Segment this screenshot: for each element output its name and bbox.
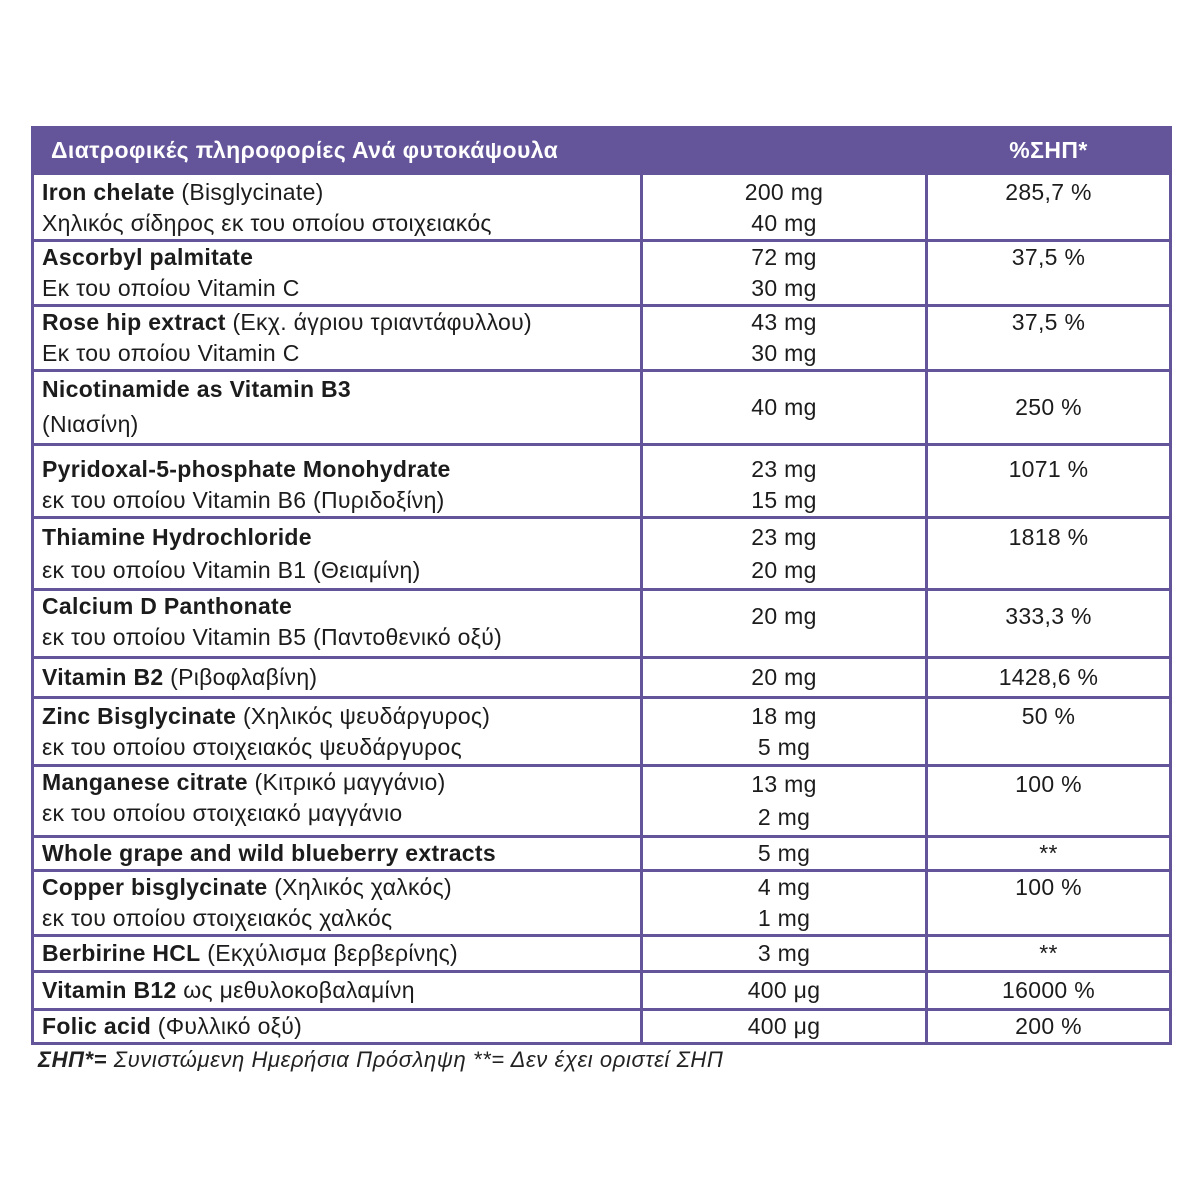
amount-cell: [642, 658, 927, 698]
ingredient-cell: [33, 658, 642, 698]
ingredient-name: Thiamine Hydrochloride: [42, 524, 312, 550]
ingredient-name: Ascorbyl palmitate: [42, 244, 254, 270]
table-row: [33, 1010, 1171, 1044]
ingredient-name: Vitamin B12: [42, 977, 177, 1003]
daily-value: 285,7 %: [1005, 179, 1092, 205]
daily-value-cell: [927, 445, 1171, 518]
daily-value: 1071 %: [1008, 456, 1089, 482]
daily-value: 200 %: [1015, 1013, 1082, 1039]
ingredient-name: Iron chelate: [42, 179, 175, 205]
daily-value: 50 %: [1021, 703, 1076, 729]
ingredient-name: Berbirine HCL: [42, 940, 201, 966]
amount-subvalue: 5 mg: [757, 734, 811, 760]
header-nutrition-info: Διατροφικές πληροφορίες Ανά φυτοκάψουλα: [33, 128, 927, 174]
ingredient-name: Folic acid: [42, 1013, 152, 1039]
ingredient-subline: εκ του οποίου στοιχειακός ψευδάργυρος: [42, 734, 462, 760]
daily-value: 37,5 %: [1011, 244, 1086, 270]
ingredient-cell: [33, 972, 642, 1010]
ingredient-name: Calcium D Panthonate: [42, 593, 293, 619]
ingredient-cell: [33, 371, 642, 445]
ingredient-note: ως μεθυλοκοβαλαμίνη: [176, 977, 415, 1003]
ingredient-name: Manganese citrate: [42, 769, 248, 795]
amount-value: 13 mg: [751, 771, 817, 797]
ingredient-subline: εκ του οποίου Vitamin B1 (Θειαμίνη): [42, 557, 421, 583]
ingredient-subline: εκ του οποίου στοιχειακός χαλκός: [42, 905, 393, 931]
amount-cell: [642, 518, 927, 590]
amount-value: 40 mg: [751, 394, 817, 420]
amount-cell: [642, 306, 927, 371]
footnote: [38, 1047, 723, 1073]
nutrition-table-container: [31, 126, 1169, 1045]
table-row: [33, 306, 1171, 371]
table-row: [33, 590, 1171, 658]
amount-subvalue: 20 mg: [751, 557, 817, 583]
table-row: [33, 174, 1171, 241]
daily-value: 1428,6 %: [998, 664, 1099, 690]
ingredient-name: Whole grape and wild blueberry extracts: [42, 840, 496, 866]
amount-value: 20 mg: [751, 664, 817, 690]
amount-value: 4 mg: [757, 874, 811, 900]
amount-value: 400 μg: [747, 1013, 821, 1039]
amount-cell: [642, 174, 927, 241]
daily-value-cell: [927, 871, 1171, 936]
ingredient-cell: [33, 518, 642, 590]
table-row: [33, 371, 1171, 445]
table-row: [33, 445, 1171, 518]
ingredient-cell: [33, 241, 642, 306]
ingredient-name: Copper bisglycinate: [42, 874, 268, 900]
daily-value-cell: [927, 1010, 1171, 1044]
amount-subvalue: 30 mg: [751, 340, 817, 366]
daily-value: 250 %: [1015, 394, 1082, 420]
amount-cell: [642, 871, 927, 936]
amount-value: 200 mg: [744, 179, 824, 205]
amount-subvalue: 15 mg: [751, 487, 817, 513]
ingredient-name: Vitamin B2: [42, 664, 164, 690]
daily-value: 16000 %: [1002, 977, 1095, 1003]
daily-value: 100 %: [1015, 874, 1082, 900]
amount-cell: [642, 590, 927, 658]
daily-value-cell: [927, 306, 1171, 371]
table-row: [33, 518, 1171, 590]
amount-value: 20 mg: [751, 603, 817, 629]
amount-cell: [642, 837, 927, 871]
ingredient-note: (Bisglycinate): [174, 179, 324, 205]
daily-value-cell: [927, 590, 1171, 658]
daily-value-cell: [927, 936, 1171, 972]
ingredient-cell: [33, 837, 642, 871]
ingredient-name: Nicotinamide as Vitamin B3: [42, 376, 352, 402]
ingredient-note: (Εκχύλισμα βερβερίνης): [200, 940, 459, 966]
amount-value: 18 mg: [751, 703, 817, 729]
ingredient-note: (Ριβοφλαβίνη): [163, 664, 318, 690]
ingredient-subline: Εκ του οποίου Vitamin C: [42, 340, 300, 366]
daily-value-cell: [927, 371, 1171, 445]
ingredient-cell: [33, 698, 642, 766]
ingredient-cell: [33, 445, 642, 518]
table-row: [33, 837, 1171, 871]
ingredient-subline: εκ του οποίου Vitamin B6 (Πυριδοξίνη): [42, 487, 445, 513]
amount-subvalue: 1 mg: [757, 905, 811, 931]
ingredient-name: Rose hip extract: [42, 309, 226, 335]
ingredient-name: Pyridoxal-5-phosphate Monohydrate: [42, 456, 451, 482]
ingredient-cell: [33, 174, 642, 241]
ingredient-cell: [33, 766, 642, 837]
ingredient-note: (Κιτρικό μαγγάνιο): [247, 769, 446, 795]
daily-value: **: [1039, 940, 1058, 966]
ingredient-cell: [33, 936, 642, 972]
amount-cell: [642, 766, 927, 837]
ingredient-cell: [33, 871, 642, 936]
amount-subvalue: 40 mg: [751, 210, 817, 236]
amount-cell: [642, 972, 927, 1010]
table-row: [33, 972, 1171, 1010]
amount-value: 3 mg: [757, 940, 811, 966]
amount-value: 23 mg: [751, 524, 817, 550]
header-daily-value: %ΣΗΠ*: [927, 128, 1171, 174]
amount-value: 400 μg: [747, 977, 821, 1003]
ingredient-cell: [33, 306, 642, 371]
daily-value-cell: [927, 972, 1171, 1010]
nutrition-table: [31, 126, 1172, 1045]
daily-value: 1818 %: [1008, 524, 1089, 550]
daily-value-cell: [927, 837, 1171, 871]
daily-value-cell: [927, 518, 1171, 590]
amount-value: 72 mg: [751, 244, 817, 270]
amount-value: 23 mg: [751, 456, 817, 482]
ingredient-subline: Χηλικός σίδηρος εκ του οποίου στοιχειακός: [42, 210, 492, 236]
daily-value: 333,3 %: [1005, 603, 1092, 629]
ingredient-cell: [33, 1010, 642, 1044]
ingredient-cell: [33, 590, 642, 658]
amount-value: 43 mg: [751, 309, 817, 335]
ingredient-subline: Εκ του οποίου Vitamin C: [42, 275, 300, 301]
footnote-key: ΣΗΠ*=: [38, 1047, 108, 1072]
table-row: [33, 871, 1171, 936]
amount-cell: [642, 1010, 927, 1044]
ingredient-note: (Φυλλικό οξύ): [151, 1013, 303, 1039]
daily-value-cell: [927, 766, 1171, 837]
daily-value: 100 %: [1015, 771, 1082, 797]
ingredient-note: (Χηλικός χαλκός): [267, 874, 452, 900]
amount-cell: [642, 698, 927, 766]
table-row: [33, 766, 1171, 837]
table-row: [33, 936, 1171, 972]
table-row: [33, 658, 1171, 698]
amount-cell: [642, 241, 927, 306]
ingredient-subline: εκ του οποίου στοιχειακό μαγγάνιο: [42, 800, 403, 826]
ingredient-note: (Εκχ. άγριου τριαντάφυλλου): [225, 309, 532, 335]
ingredient-subline: εκ του οποίου Vitamin B5 (Παντοθενικό οξύ): [42, 624, 503, 650]
daily-value: 37,5 %: [1011, 309, 1086, 335]
table-row: [33, 241, 1171, 306]
daily-value-cell: [927, 241, 1171, 306]
amount-cell: [642, 371, 927, 445]
table-row: [33, 698, 1171, 766]
daily-value-cell: [927, 658, 1171, 698]
amount-subvalue: 30 mg: [751, 275, 817, 301]
daily-value-cell: [927, 174, 1171, 241]
daily-value-cell: [927, 698, 1171, 766]
ingredient-name: Zinc Bisglycinate: [42, 703, 237, 729]
daily-value: **: [1039, 840, 1058, 866]
amount-value: 5 mg: [757, 840, 811, 866]
amount-cell: [642, 445, 927, 518]
footnote-text: Συνιστώμενη Ημερήσια Πρόσληψη **= Δεν έχει οριστεί ΣΗΠ: [107, 1047, 724, 1072]
amount-cell: [642, 936, 927, 972]
ingredient-note: (Χηλικός ψευδάργυρος): [236, 703, 491, 729]
amount-subvalue: 2 mg: [757, 804, 811, 830]
table-header-row: [33, 128, 1171, 174]
ingredient-subline: (Νιασίνη): [42, 411, 139, 437]
